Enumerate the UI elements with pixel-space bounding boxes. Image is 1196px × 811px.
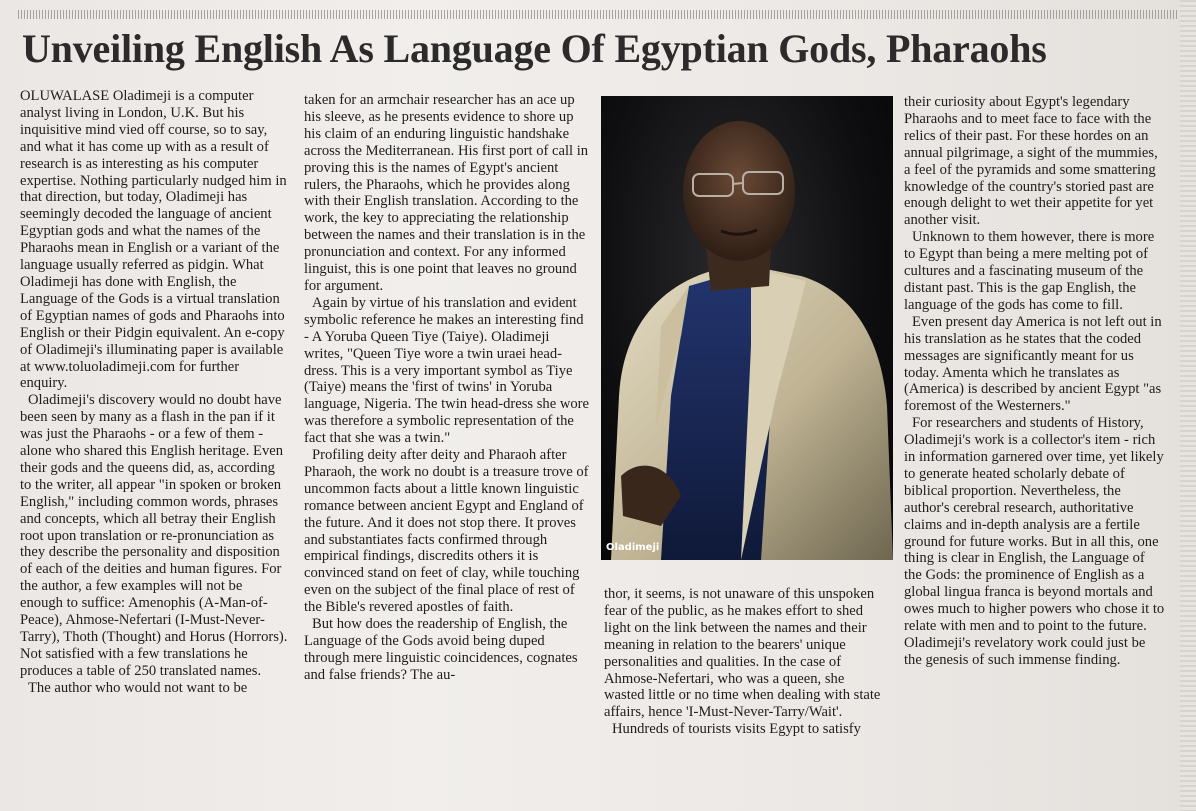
dotted-rule <box>18 10 1178 19</box>
paragraph: thor, it seems, is not unaware of this unspoken fear of the public, as he makes effort to shed light on the link between the names and their meaning in relation to the bearers' unique personalities and qualities. In the case of Ahmose-Nefertari, who was a queen, she wasted little or no time when dealing with state affairs, hence 'I-Must-Never-Tarry/Wait'. <box>604 586 881 721</box>
paragraph: taken for an armchair researcher has an ace up his sleeve, as he presents evidence to shore up his claim of an enduring linguistic handshake across the Mediterranean. His first port of call in proving this is the names of Egypt's ancient rulers, the Pharaohs, which he provides along with their English translation. According to the work, the key to appreciating the relationship between the names and their translation is in the pronunciation and context. For any informed linguist, this is one point that leaves no ground for argument. <box>304 92 589 294</box>
paragraph: Oladimeji's discovery would no doubt have been seen by many as a flash in the pan if it was just the Pharaohs - or a few of them - alone who shared this English heritage. Even their gods and the queens did, as, according to the writer, all appear "in spoken or broken English," including common words, phrases and concepts, which all betray their English root upon translation or re-pronunciation as they describe the personality and disposition of each of the deities and human figures. For the author, a few examples will not be enough to suffice: Amenophis (A-Man-of-Peace), Ahmose-Nefertari (I-Must-Never-Tarry), Thoth (Thought) and Horus (Horrors). Not satisfied with a few translations he produces a table of 250 translated names. <box>20 392 288 679</box>
paragraph: For researchers and students of History, Oladimeji's work is a collector's item - rich in information garnered over time, yet likely to generate heated scholarly debate of biblical proportion. Nevertheless, the author's cerebral research, authoritative claims and in-depth analysis are a fertile ground for future works. But in all this, one thing is clear in English, the Language of the Gods: the prominence of English as a global lingua franca is beyond mortals and owes much to higher powers who chose it to relate with men and to point to the future. Oladimeji's revelatory work could just be the genesis of such immense finding. <box>904 415 1165 668</box>
article-column-3 <box>604 586 888 738</box>
paragraph: Even present day America is not left out in his translation as he states that the coded messages are significantly meant for us today. Amenta which he translates as (America) is described by ancient Egypt "as foremost of the Westerners." <box>904 313 1162 415</box>
page-edge <box>1180 0 1196 811</box>
portrait-illustration <box>601 96 893 560</box>
paragraph: Profiling deity after deity and Pharaoh after Pharaoh, the work no doubt is a treasure trove of uncommon facts about a little known linguistic romance between ancient Egypt and England of the future. And it does not stop there. It proves and substantiates facts confirmed through empirical findings, discredits others it is convinced stand on feet of clay, while touching even on the subject of the final place of rest of the Bible's revered apostles of faith. <box>304 447 589 616</box>
article-column-4 <box>904 94 1166 669</box>
paragraph: Unknown to them however, there is more to Egypt than being a mere melting pot of cultures and a fascinating museum of the distant past. This is the gap English, the language of the gods has come to fill. <box>904 229 1155 313</box>
paragraph: Hundreds of tourists visits Egypt to satisfy <box>612 721 861 738</box>
article-column-2 <box>304 92 592 684</box>
paragraph: The author who would not want to be <box>28 679 248 696</box>
author-photo <box>601 96 893 560</box>
article-column-1 <box>20 88 288 697</box>
paragraph: their curiosity about Egypt's legendary Pharaohs and to meet face to face with the relics of their past. For these hordes on an annual pilgrimage, a sight of the mummies, a feel of the pyramids and some smattering knowledge of the country's storied past are enough delight to wet their appetite for yet another visit. <box>904 94 1158 229</box>
paragraph: But how does the readership of English, the Language of the Gods avoid being duped through mere linguistic coincidences, cognates and false friends? The au- <box>304 616 578 683</box>
photo-caption: Oladimeji <box>606 542 660 553</box>
article-headline: Unveiling English As Language Of Egyptian Gods, Pharaohs <box>22 26 1047 71</box>
cropped-previous-text <box>18 0 1178 6</box>
paragraph: Again by virtue of his translation and evident symbolic reference he makes an interesting find - A Yoruba Queen Tiye (Taiye). Oladimeji writes, "Queen Tiye wore a twin uraei head-dress. This is a very important symbol as Tiye (Taiye) means the 'first of twins' in Yoruba language, Nigeria. The twin head-dress she wore was therefore a symbolic representation of the fact that she was a twin." <box>304 294 590 447</box>
paragraph: OLUWALASE Oladimeji is a computer analyst living in London, U.K. But his inquisitive mind vied off course, so to say, and what it has come up with as a result of research is as interesting as his computer expertise. Nothing particularly nudged him in that direction, but today, Oladimeji has seemingly decoded the language of ancient Egyptian gods and what the names of the Pharaohs mean in English or a variant of the language usually referred as pidgin. What Oladimeji has done with English, the Language of the Gods is a virtual translation of Egyptian names of gods and Pharaohs into English or their Pidgin equivalent. An e-copy of Oladimeji's illuminating paper is available at www.toluoladimeji.com for further enquiry. <box>20 88 287 392</box>
